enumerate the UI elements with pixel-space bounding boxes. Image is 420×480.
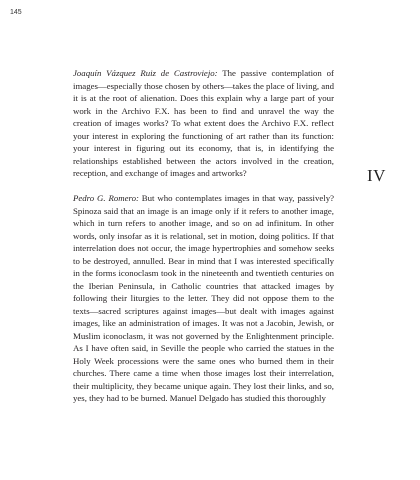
paragraph-question xyxy=(73,67,334,180)
paragraph-text: The passive contemplation of images—especially those chosen by others—takes the place of living, and it is at the root of alienation. Does this explain why a large part of your work in the Archivo F.X. has been to find and unravel the way the creation of images works? To what extent does the Archivo F.X. reflect your interest in exploring the functioning of art rather than its function: your interest in figuring out its economy, that is, in identifying the relationships established between the actors involved in the creation, reception, and exchange of images and artworks? xyxy=(73,68,334,178)
speaker-name: Pedro G. Romero: xyxy=(73,193,139,203)
section-marker: IV xyxy=(367,166,386,185)
paragraph-answer xyxy=(73,192,334,405)
text-column xyxy=(73,67,334,417)
page-number: 145 xyxy=(10,9,22,16)
paragraph-text: But who contemplates images in that way, passively? Spinoza said that an image is an image only if it refers to another image, which in turn refers to another image, and so on ad infinitum. In other words, only insofar as it is relational, set in motion, doing politics. If that interrelation does not occur, the image hypertrophies and somehow seeks to be destroyed, annulled. Bear in mind that I was interested specifically in the forms iconoclasm took in the nineteenth and twentieth centuries on the Iberian Peninsula, in Catholic countries that attacked images by following their liturgies to the letter. They did not oppose them to the texts—sacred scriptures against images—but dealt with images against images, like an administration of images. It was not a Jacobin, Jewish, or Muslim iconoclasm, it was not governed by the Enlightenment principle. As I have often said, in Seville the people who carried the statues in the Holy Week processions were the same ones who burned them in their churches. There came a time when those images lost their interrelation, their multiplicity, they became unique again. They lost their links, and so, yes, they had to be burned. Manuel Delgado has studied this thoroughly xyxy=(73,193,335,403)
speaker-name: Joaquín Vázquez Ruiz de Castroviejo: xyxy=(73,68,218,78)
